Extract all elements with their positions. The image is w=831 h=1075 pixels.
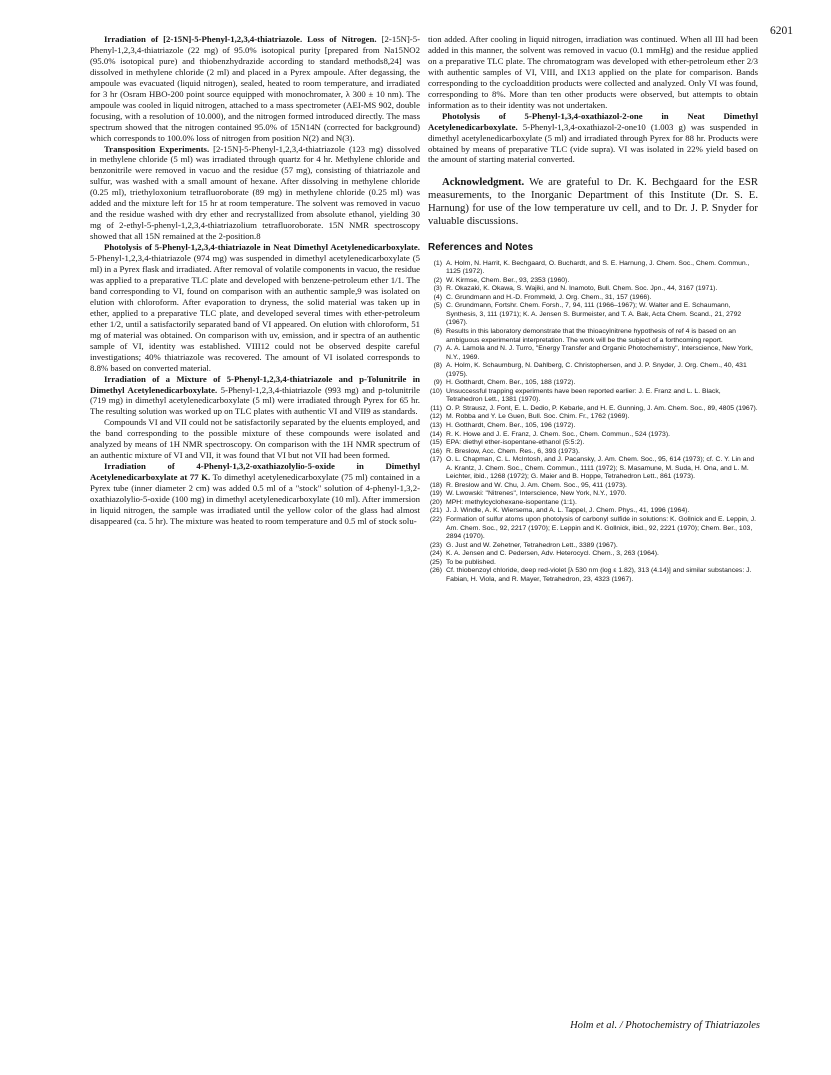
running-footer: Holm et al. / Photochemistry of Thiatriazoles: [570, 1020, 760, 1031]
reference-text: H. Gotthardt, Chem. Ber., 105, 196 (1972).: [446, 421, 576, 429]
reference-text: K. A. Jensen and C. Pedersen, Adv. Heterocycl. Chem., 3, 263 (1964).: [446, 550, 659, 558]
reference-number: (17): [429, 456, 442, 464]
reference-item: [428, 260, 758, 277]
reference-text: To be published.: [446, 558, 496, 566]
reference-text: A. A. Lamola and N. J. Turro, "Energy Transfer and Organic Photochemistry", Interscience, New York, N.Y., 1969.: [446, 345, 753, 361]
reference-item: [428, 507, 758, 516]
paragraph: [90, 374, 420, 418]
reference-item: [428, 431, 758, 440]
reference-number: (26): [429, 567, 442, 575]
reference-item: [428, 422, 758, 431]
reference-item: [428, 490, 758, 499]
reference-item: [428, 345, 758, 362]
reference-item: [428, 302, 758, 328]
reference-item: [428, 328, 758, 345]
reference-item: [428, 567, 758, 584]
reference-item: [428, 405, 758, 414]
reference-number: (5): [433, 302, 442, 310]
paragraph-text: [2-15N]-5-Phenyl-1,2,3,4-thiatriazole (123 mg) dissolved in methylene chloride (5 ml) was irradiated through quartz for 4 hr. Methylene chloride and benzonitrile were removed in vacuo and the residue (57 mg), consisting of thiatriazole and sulfur, was washed with a small amount of hexane. After dissolving in methylene chloride (0.25 ml), triethyloxonium tetrafluoroborate (89 mg) in methylene chloride (0.25 ml) was added and the mixture left for 15 hr at room temperature. The solvent was removed in vacuo and the residue washed with dry ether and recrystallized from absolute ethanol, yielding 30 mg of 2-ethyl-5-phenyl-1,2,3,4-thiatriazolium tetrafluoroborate. 15N NMR spectroscopy showed that all 15N remained at the 2-position.8: [90, 143, 420, 242]
reference-item: [428, 516, 758, 542]
paragraph: [90, 417, 420, 461]
paragraph-heading: Photolysis of 5-Phenyl-1,2,3,4-thiatriazole in Neat Dimethyl Acetylenedicarboxylate.: [104, 242, 420, 253]
reference-text: Unsuccessful trapping experiments have been reported earlier: J. E. Franz and L. L. Black, Tetrahedron Lett., 1381 (1970).: [446, 387, 721, 404]
reference-item: [428, 448, 758, 457]
reference-number: (12): [429, 413, 442, 421]
reference-item: [428, 362, 758, 379]
reference-item: [428, 439, 758, 448]
paragraph-text: [2-15N]-5-Phenyl-1,2,3,4-thiatriazole (22 mg) of 95.0% isotopical purity [prepared from Na15NO2 (95.0% isotopical pure) and thiobenzhydrazide according to standard methods8,24] was dissolved in methylene chloride (2 ml) and placed in a Pyrex ampoule. After degassing, the ampoule was evacuated (liquid nitrogen), sealed, heated to room temperature, and irradiated for 3 hr (Osram HBO-200 point source equipped with monochromater, λ 300 ± 10 nm). The ampoule was cooled in liquid nitrogen, attached to a mass spectrometer (AEI-MS 902, double focusing, with a resolution of 10.000), and the nitrogen formed introduced directly. The mass spectrum showed that the nitrogen contained 95.0% of 15N14N (corrected for background) which corresponds to 100.0% loss of nitrogen from position N(2) and N(3).: [90, 34, 421, 143]
paragraph-heading: Irradiation of [2-15N]-5-Phenyl-1,2,3,4-thiatriazole. Loss of Nitrogen.: [104, 34, 377, 44]
reference-item: [428, 559, 758, 568]
reference-text: R. K. Howe and J. E. Franz, J. Chem. Soc., Chem. Commun., 524 (1973).: [446, 430, 671, 438]
right-column: [428, 34, 758, 584]
reference-text: O. P. Strausz, J. Font, E. L. Dedio, P. Kebarle, and H. E. Gunning, J. Am. Chem. Soc., 89, 4805 (1967).: [446, 404, 758, 412]
reference-number: (18): [429, 481, 442, 489]
paragraph-text: 5-Phenyl-1,3,4-oxathiazol-2-one10 (1.003 g) was suspended in dimethyl acetylenedicarboxylate (5 ml) and irradiated through Pyrex for 88 hr. Products were obtained by means of preparative TLC (vide supra). VI was isolated in 22% yield based on the amount of starting material converted.: [428, 121, 758, 165]
reference-text: Results in this laboratory demonstrate that the thioacylnitrene hypothesis of ref 4 is based on an ambiguous experimental interpretation. The work will be the subject of a forthcoming report.: [446, 327, 736, 344]
paragraph-text: 5-Phenyl-1,2,3,4-thiatriazole (993 mg) and p-tolunitrile (719 mg) in dimethyl acetylenedicarboxylate (5 ml) were irradiated through Pyrex for 65 hr. The resulting solution was worked up on TLC plates with authentic VI and VII9 as standards.: [90, 384, 420, 417]
reference-number: (21): [429, 507, 442, 515]
reference-text: O. L. Chapman, C. L. McIntosh, and J. Pacansky, J. Am. Chem. Soc., 95, 614 (1973); cf. C. Y. Lin and A. Krantz, J. Chem. Soc., Chem. Commun., 1111 (1972); S. Masamune, M. Suda, H. Ona, and L. M. Leichter, ibid., 1268 (1972); G. Maier and B. Hoppe, Tetrahedron Lett., 861 (1973).: [446, 456, 755, 481]
reference-number: (20): [429, 498, 442, 506]
reference-text: W. Lwowski: "Nitrenes", Interscience, New York, N.Y., 1970.: [446, 490, 627, 498]
paragraph-heading: Irradiation of 4-Phenyl-1,3,2-oxathiazolylio-5-oxide in Dimethyl Acetylenedicarboxylate at 77 K.: [90, 461, 420, 483]
reference-number: (13): [429, 421, 442, 429]
paragraph: [428, 34, 758, 111]
reference-text: EPA: diethyl ether-isopentane-ethanol (5:5:2).: [446, 439, 585, 447]
paragraph-heading: Photolysis of 5-Phenyl-1,3,4-oxathiazol-2-one in Neat Dimethyl Acetylenedicarboxylate.: [428, 110, 758, 132]
reference-number: (3): [433, 285, 442, 293]
reference-text: M. Robba and Y. Le Guen, Bull. Soc. Chim. Fr., 1762 (1969).: [446, 413, 630, 421]
reference-item: [428, 277, 758, 286]
acknowledgment-text: We are grateful to Dr. K. Bechgaard for the ESR measurements, to the Inorganic Department of this Institute (Dr. S. E. Harnung) for use of the low temperature uv cell, and to Dr. J. P. Snyder for valuable discussions.: [428, 176, 758, 227]
paragraph: [428, 111, 758, 166]
reference-number: (19): [429, 490, 442, 498]
acknowledgment-heading: Acknowledgment.: [442, 176, 525, 189]
reference-text: W. Kirmse, Chem. Ber., 93, 2353 (1960).: [446, 276, 570, 284]
paragraph-text: 5-Phenyl-1,2,3,4-thiatriazole (974 mg) was suspended in dimethyl acetylenedicarboxylate (5 ml) in a Pyrex flask and irradiated. After removal of volatile components in vacuo, the residue was applied to a preparative TLC plate and developed with benzene-petroleum ether 1/1. The band corresponding to VI, found on comparison with an authentic sample,9 was isolated on elution with chloroform. After evaporation to dryness, the solid material was taken up in ether, applied to a preparative TLC plate, and developed several times with ether-petroleum ether 1/2, until a satisfactorily separated band of VI appeared. On elution with chloroform, 51 mg of material was obtained. On comparison with uv, emission, and ir spectra of an authentic sample of VI, identity was established. VIII12 could not be observed despite careful investigations; 40% thiatriazole was recovered. The amount of VI isolated corresponds to 8.8% based on converted material.: [90, 253, 420, 373]
reference-text: C. Grundmann, Fortshr. Chem. Forsh., 7, 94, 111 (1966–1967); W. Walter and E. Schaumann, Synthesis, 3, 111 (1971); K. A. Jensen S. Burmeister, and T. A. Bak, Acta Chem. Scand., 21, 2792 (1967).: [446, 302, 742, 327]
reference-text: R. Breslow, Acc. Chem. Res., 6, 393 (1973).: [446, 447, 580, 455]
reference-item: [428, 413, 758, 422]
reference-text: G. Just and W. Zehetner, Tetrahedron Lett., 3389 (1967).: [446, 541, 618, 549]
reference-number: (10): [429, 387, 442, 395]
reference-number: (24): [429, 550, 442, 558]
reference-item: [428, 294, 758, 303]
left-column: [90, 34, 420, 527]
reference-number: (22): [429, 515, 442, 523]
reference-text: J. J. Windle, A. K. Wiersema, and A. L. Tappel, J. Chem. Phys., 41, 1996 (1964).: [446, 507, 690, 515]
reference-text: R. Breslow and W. Chu, J. Am. Chem. Soc., 95, 411 (1973).: [446, 481, 627, 489]
reference-text: A. Holm, N. Harrit, K. Bechgaard, O. Buchardt, and S. E. Harnung, J. Chem. Soc., Chem. Commun., 1125 (1972).: [446, 259, 750, 276]
reference-number: (23): [429, 541, 442, 549]
reference-item: [428, 550, 758, 559]
paragraph: [90, 144, 420, 243]
reference-text: R. Okazaki, K. Okawa, S. Wajiki, and N. Inamoto, Bull. Chem. Soc. Jpn., 44, 3167 (1971).: [446, 285, 718, 293]
references-list: [428, 260, 758, 585]
paragraph-text: tion added. After cooling in liquid nitrogen, irradiation was continued. When all III had been added in this manner, the solvent was removed in vacuo (0.1 mmHg) and the residue applied on a preparative TLC plate. The chromatogram was developed with ether-petroleum ether 2/3 with authentic samples of VI, VIII, and IX13 applied on the plate for comparison. Bands corresponding to the cycloaddition products were collected and analyzed. Only VI was found, corresponding to 8%. More than ten other products were observed, but attempts to obtain information as to their identity was not undertaken.: [428, 34, 758, 110]
reference-item: [428, 542, 758, 551]
reference-item: [428, 379, 758, 388]
reference-item: [428, 388, 758, 405]
reference-number: (15): [429, 439, 442, 447]
reference-text: Formation of sulfur atoms upon photolysis of carbonyl sulfide in solutions: K. Gollnick and E. Leppin, J. Am. Chem. Soc., 92, 2217 (1970); E. Leppin and K. Gollnick, ibid., 92, 2221 (1970); Chem. Ber., 103, 2894 (1970).: [446, 515, 757, 541]
acknowledgment: [428, 176, 758, 227]
paragraph-heading: Irradiation of a Mixture of 5-Phenyl-1,2,3,4-thiatriazole and p-Tolunitrile in Dimethyl Acetylenedicarboxylate.: [90, 373, 420, 395]
reference-number: (2): [433, 276, 442, 284]
reference-item: [428, 285, 758, 294]
paragraph: [90, 242, 420, 373]
reference-number: (6): [433, 327, 442, 335]
reference-number: (11): [430, 404, 442, 412]
reference-number: (1): [433, 259, 442, 267]
paragraph: [90, 34, 420, 144]
reference-text: H. Gotthardt, Chem. Ber., 105, 188 (1972).: [446, 379, 576, 387]
reference-item: [428, 499, 758, 508]
reference-number: (9): [433, 379, 442, 387]
reference-number: (25): [429, 558, 442, 566]
reference-text: C. Grundmann and H.-D. Frommeld, J. Org. Chem., 31, 157 (1966).: [446, 293, 652, 301]
reference-number: (16): [429, 447, 442, 455]
paragraph-text: To dimethyl acetylenedicarboxylate (75 ml) contained in a Pyrex tube (inner diameter 2 cm) was added 0.5 ml of a "stock" solution of 4-phenyl-1,3,2-oxathiazolylio-5-oxide (100 mg) in dimethyl acetylenedicarboxylate (10 ml). After immersion in liquid nitrogen, the sample was irradiated until the yellow color of the glass had almost disappeared (ca. 5 hr). The mixture was heated to room temperature and 0.5 ml of stock solu-: [90, 472, 420, 526]
reference-text: A. Holm, K. Schaumburg, N. Dahlberg, C. Christophersen, and J. P. Snyder, J. Org. Chem., 40, 431 (1975).: [446, 362, 747, 378]
paragraph-heading: Transposition Experiments.: [104, 143, 210, 154]
reference-number: (8): [433, 362, 442, 370]
references-heading: References and Notes: [428, 241, 534, 253]
reference-text: Cf. thiobenzoyl chloride, deep red-violet [λ 530 nm (log ε 1.82), 313 (4.14)] and similar substances: J. Fabian, H. Viola, and R. Mayer, Tetrahedron, 23, 4323 (1967).: [446, 567, 752, 583]
page-number: 6201: [770, 25, 793, 37]
reference-number: (4): [433, 293, 442, 301]
paragraph-text: Compounds VI and VII could not be satisfactorily separated by the eluents employed, and the band corresponding to the possible mixture of these compounds were isolated and analyzed by means of 1H NMR spectroscopy. On comparison with the 1H NMR spectrum of an authentic mixture of VI and VII, it was found that VI but not VII had been formed.: [90, 417, 420, 461]
reference-number: (7): [433, 345, 442, 353]
reference-number: (14): [429, 430, 442, 438]
reference-text: MPH: methylcyclohexane-isopentane (1:1).: [446, 498, 577, 506]
reference-item: [428, 482, 758, 491]
reference-item: [428, 456, 758, 482]
paragraph: [90, 461, 420, 527]
